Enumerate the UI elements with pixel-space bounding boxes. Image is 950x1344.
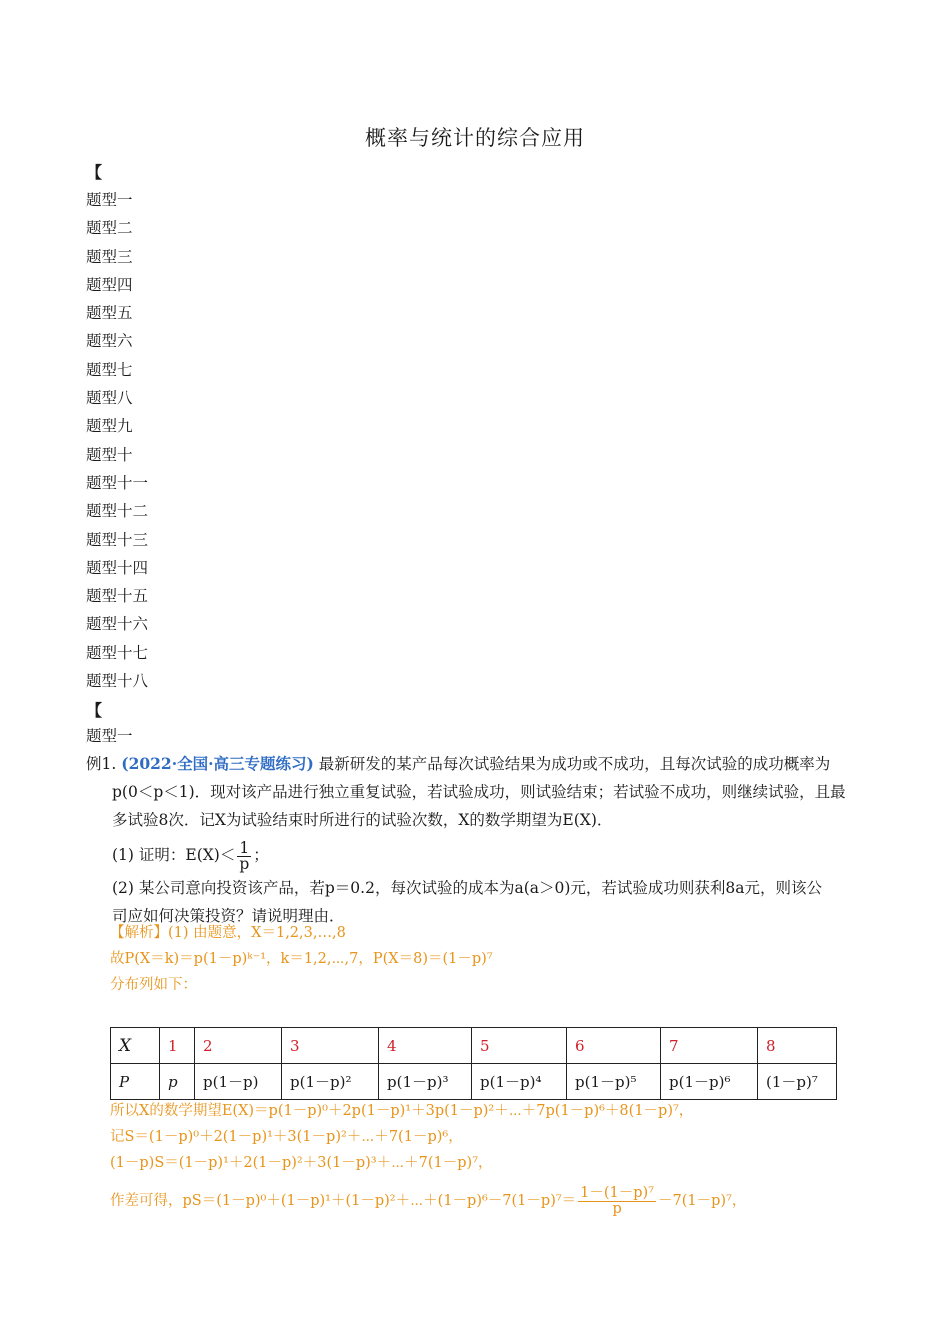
toc-item[interactable]: 题型二 bbox=[86, 219, 133, 238]
question-2-line-2: 司应如何决策投资？请说明理由． bbox=[112, 907, 345, 925]
table-cell: (1－p)⁷ bbox=[758, 1064, 837, 1100]
table-cell: 6 bbox=[567, 1028, 661, 1064]
toc-item[interactable]: 题型七 bbox=[86, 360, 133, 379]
table-cell: 8 bbox=[758, 1028, 837, 1064]
bracket-marker: 【 bbox=[86, 163, 103, 182]
toc-item[interactable]: 题型十六 bbox=[86, 615, 149, 634]
table-cell: p(1－p)³ bbox=[379, 1064, 472, 1100]
solution-line-7-text: 作差可得，pS＝(1－p)⁰＋(1－p)¹＋(1－p)²＋⋯＋(1－p)⁶－7(1－p)⁷＝ bbox=[110, 1193, 577, 1209]
bracket-marker-2: 【 bbox=[86, 701, 103, 720]
toc-item[interactable]: 题型十 bbox=[86, 445, 133, 464]
section-title: 题型一 bbox=[86, 727, 133, 745]
table-cell: P bbox=[111, 1064, 160, 1100]
toc-item[interactable]: 题型五 bbox=[86, 304, 133, 323]
toc-item[interactable]: 题型六 bbox=[86, 332, 133, 351]
solution-text: (1) 由题意，X＝1,2,3,…,8 bbox=[168, 925, 346, 941]
question-2-line-1: (2) 某公司意向投资该产品，若p＝0.2，每次试验的成本为a(a＞0)元，若试验成功则获利8a元，则该公 bbox=[112, 879, 822, 897]
fraction-denominator: p bbox=[612, 1200, 622, 1217]
solution-derivation bbox=[110, 1098, 890, 1220]
toc-item[interactable]: 题型十八 bbox=[86, 672, 149, 691]
toc-item[interactable]: 题型十七 bbox=[86, 643, 149, 662]
table-cell: p bbox=[160, 1064, 195, 1100]
problem-line-1 bbox=[86, 750, 876, 778]
toc-item[interactable]: 题型十五 bbox=[86, 587, 149, 606]
solution-line-3: 分布列如下： bbox=[110, 977, 197, 993]
table-cell: p(1－p)² bbox=[282, 1064, 379, 1100]
toc-item[interactable]: 题型三 bbox=[86, 247, 133, 266]
source-tag[interactable]: (2022·全国·高三专题练习) bbox=[121, 754, 314, 773]
toc-item[interactable]: 题型四 bbox=[86, 275, 133, 294]
table-cell: 3 bbox=[282, 1028, 379, 1064]
example-problem bbox=[86, 750, 876, 930]
problem-text: 最新研发的某产品每次试验结果为成功或不成功，且每次试验的成功概率为 bbox=[318, 755, 831, 773]
table-of-contents bbox=[86, 186, 148, 695]
solution-line-2: 故P(X＝k)＝p(1－p)ᵏ⁻¹，k＝1,2,⋯,7，P(X＝8)＝(1－p)⁷ bbox=[110, 951, 493, 967]
solution-line-6: (1－p)S＝(1－p)¹＋2(1－p)²＋3(1－p)³＋⋯＋7(1－p)⁷， bbox=[110, 1155, 493, 1171]
table-row bbox=[111, 1064, 837, 1100]
table-cell: 4 bbox=[379, 1028, 472, 1064]
table-cell: p(1－p)⁵ bbox=[567, 1064, 661, 1100]
page-title: 概率与统计的综合应用 bbox=[365, 126, 585, 150]
table-cell: 1 bbox=[160, 1028, 195, 1064]
solution-intro bbox=[110, 920, 880, 998]
table-row bbox=[111, 1028, 837, 1064]
toc-item[interactable]: 题型十二 bbox=[86, 502, 149, 521]
toc-item[interactable]: 题型十三 bbox=[86, 530, 149, 549]
table-cell: p(1－p) bbox=[195, 1064, 282, 1100]
solution-line-4: 所以X的数学期望E(X)＝p(1－p)⁰＋2p(1－p)¹＋3p(1－p)²＋⋯＋7p(1－p)⁶＋8(1－p)⁷， bbox=[110, 1103, 694, 1119]
solution-line-1 bbox=[110, 920, 880, 946]
distribution-table bbox=[110, 1027, 837, 1100]
solution-line-7 bbox=[110, 1182, 890, 1220]
table-cell: X bbox=[111, 1028, 160, 1064]
fraction-denominator: p bbox=[239, 854, 250, 873]
table-cell: 7 bbox=[661, 1028, 758, 1064]
solution-line-7-suffix: －7(1－p)⁷， bbox=[658, 1193, 747, 1209]
problem-line-2: p(0＜p＜1)．现对该产品进行独立重复试验，若试验成功，则试验结束；若试验不成功，则继续试验，且最 bbox=[112, 783, 846, 801]
toc-item[interactable]: 题型十一 bbox=[86, 473, 149, 492]
toc-item[interactable]: 题型十四 bbox=[86, 558, 149, 577]
question-1 bbox=[86, 838, 876, 872]
problem-line-3: 多试验8次．记X为试验结束时所进行的试验次数，X的数学期望为E(X)． bbox=[112, 811, 613, 829]
toc-item[interactable]: 题型九 bbox=[86, 417, 133, 436]
question-1-text: (1) 证明：E(X)＜ bbox=[112, 846, 236, 864]
fraction-numerator: 1 bbox=[237, 841, 251, 857]
table-cell: p(1－p)⁴ bbox=[472, 1064, 567, 1100]
fraction-numerator: 1－(1－p)⁷ bbox=[580, 1184, 655, 1201]
question-1-suffix: ； bbox=[253, 846, 269, 864]
toc-item[interactable]: 题型八 bbox=[86, 389, 133, 408]
toc-item[interactable]: 题型一 bbox=[86, 191, 133, 209]
table-cell: p(1－p)⁶ bbox=[661, 1064, 758, 1100]
solution-line-5: 记S＝(1－p)⁰＋2(1－p)¹＋3(1－p)²＋⋯＋7(1－p)⁶， bbox=[110, 1129, 463, 1145]
table-cell: 2 bbox=[195, 1028, 282, 1064]
fraction bbox=[237, 838, 251, 873]
fraction bbox=[578, 1186, 656, 1217]
solution-tag: 【解析】 bbox=[110, 925, 168, 941]
example-label: 例1. bbox=[86, 755, 117, 773]
table-cell: 5 bbox=[472, 1028, 567, 1064]
